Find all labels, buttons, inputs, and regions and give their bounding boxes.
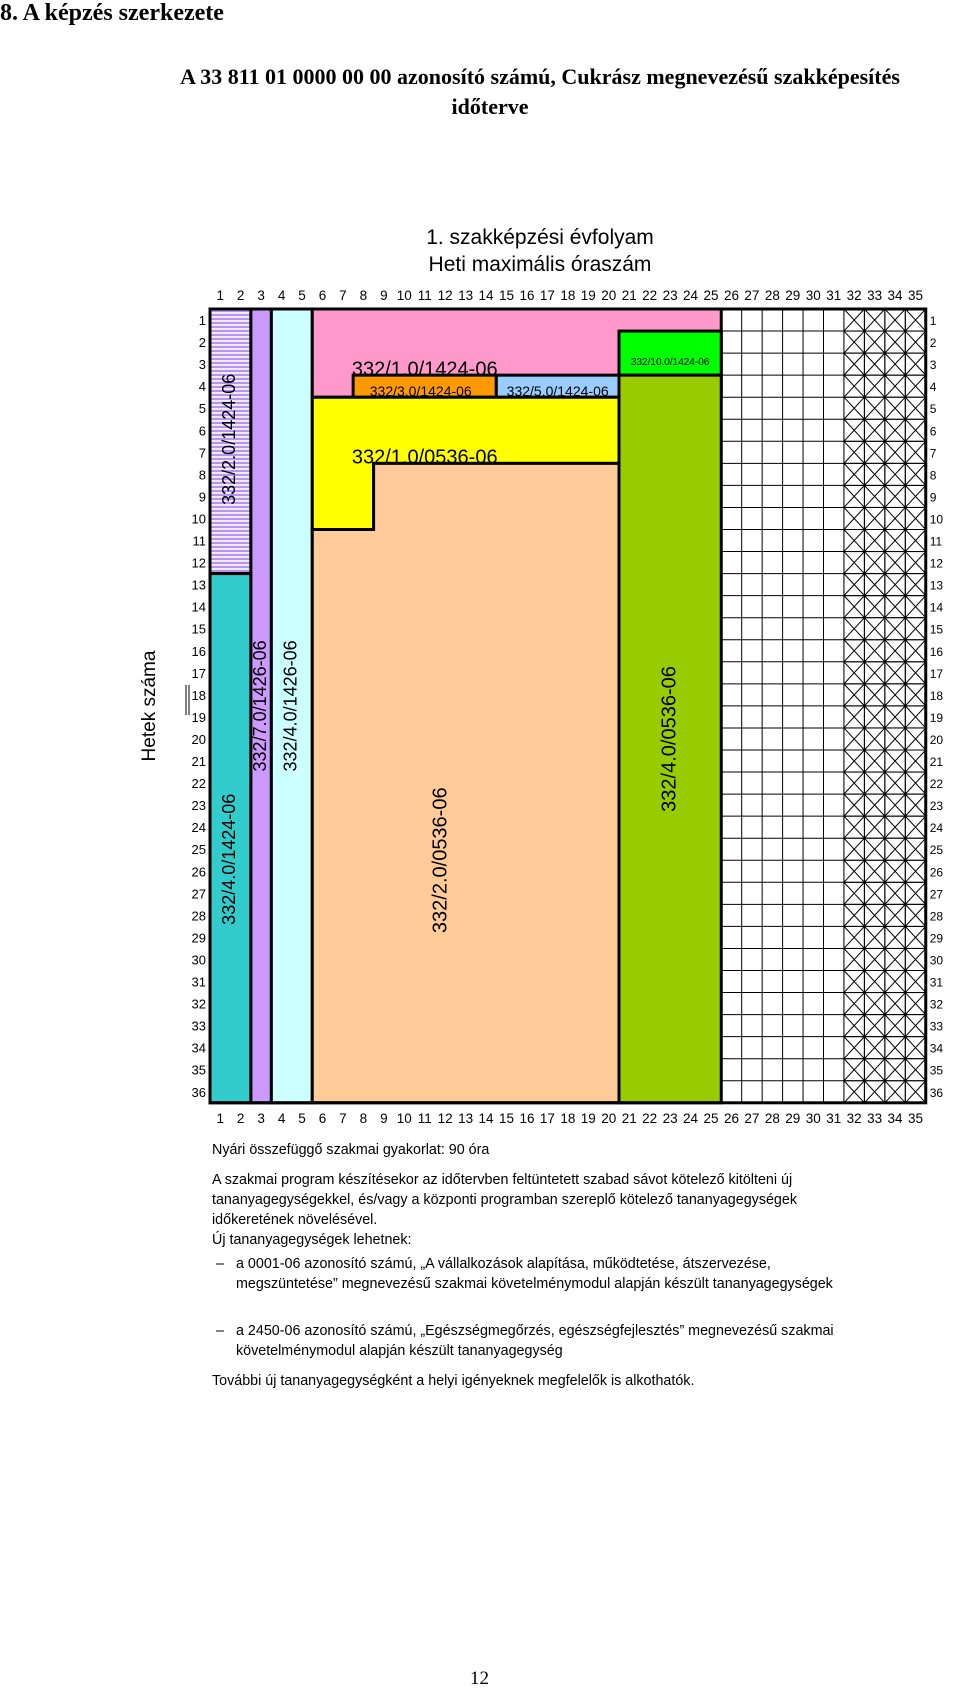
y-tick-label: 25: [191, 842, 206, 858]
x-tick-label: 11: [417, 288, 432, 303]
instructions-line: tananyagegységekkel, és/vagy a központi programban szereplő kötelező tananyagegységek: [212, 1192, 797, 1208]
x-tick-label: 18: [560, 1110, 576, 1126]
list-item-line: a 2450-06 azonosító számú, „Egészségmegőrzés, egészségfejlesztés” megnevezésű szakmai: [236, 1323, 834, 1339]
x-tick-label: 10: [396, 288, 412, 303]
x-tick-label: 29: [785, 288, 801, 303]
x-tick-label: 22: [642, 1110, 658, 1126]
block-label: 332/4.0/1424-06: [219, 793, 240, 925]
y-tick-label: 34: [191, 1040, 206, 1056]
block-label: 332/4.0/0536-06: [658, 666, 681, 812]
y-ticks-right: [930, 314, 944, 1100]
y-tick-label: 18: [191, 687, 206, 703]
y-tick-label: 26: [191, 864, 206, 880]
x-tick-label: 33: [867, 288, 883, 303]
x-tick-label: 21: [621, 1110, 637, 1126]
y-tick-label: 10: [191, 511, 206, 527]
y-tick-label: 19: [929, 710, 944, 725]
dash-bullet: –: [216, 1323, 224, 1339]
y-tick-label: 14: [191, 599, 206, 615]
block-label: 332/2.0/0536-06: [429, 787, 452, 934]
y-tick-label: 1: [929, 314, 937, 329]
x-tick-label: 15: [499, 288, 515, 303]
y-tick-label: 33: [191, 1018, 206, 1034]
x-tick-label: 1: [216, 288, 224, 303]
x-tick-label: 12: [437, 288, 453, 303]
y-tick-label: 2: [198, 335, 206, 351]
y-tick-label: 18: [929, 688, 944, 703]
y-tick-label: 5: [929, 402, 937, 417]
x-tick-label: 27: [744, 288, 760, 303]
x-tick-label: 8: [359, 1110, 368, 1126]
x-tick-label: 9: [380, 288, 388, 303]
x-tick-label: 24: [683, 288, 699, 303]
y-tick-label: 10: [929, 512, 944, 527]
y-tick-label: 30: [191, 952, 206, 968]
x-tick-label: 29: [785, 1110, 801, 1126]
x-tick-label: 3: [257, 1110, 265, 1126]
y-tick-label: 21: [929, 755, 944, 770]
y-tick-label: 29: [929, 931, 944, 946]
x-tick-label: 26: [723, 288, 739, 303]
y-tick-label: 20: [191, 731, 206, 747]
x-tick-label: 9: [380, 1110, 388, 1126]
y-ticks-left: [192, 313, 206, 1100]
summer-practice-note: Nyári összefüggő szakmai gyakorlat: 90 óra: [212, 1142, 490, 1158]
x-tick-label: 17: [539, 288, 555, 303]
x-tick-label: 2: [236, 1110, 245, 1126]
x-tick-label: 33: [867, 1110, 883, 1126]
x-tick-label: 15: [499, 1110, 515, 1126]
x-tick-label: 12: [437, 1110, 453, 1126]
x-ticks-top: [216, 288, 923, 303]
x-tick-label: 14: [478, 1110, 494, 1126]
y-tick-label: 27: [191, 886, 206, 902]
x-tick-label: 16: [519, 1110, 535, 1126]
y-tick-label: 1: [198, 313, 206, 329]
y-tick-label: 23: [191, 798, 206, 814]
x-ticks-bottom: [216, 1111, 923, 1126]
y-tick-label: 36: [191, 1084, 206, 1100]
x-tick-label: 22: [642, 288, 658, 303]
x-tick-label: 23: [662, 288, 678, 303]
y-tick-label: 34: [929, 1041, 944, 1056]
y-tick-label: 13: [191, 577, 206, 593]
excluded-band-crossed: [844, 309, 926, 1103]
x-tick-label: 14: [478, 288, 494, 303]
y-tick-label: 23: [929, 799, 944, 814]
block-label: 332/7.0/1426-06: [249, 640, 270, 772]
section-heading: 8. A képzés szerkezete: [0, 0, 224, 26]
y-tick-label: 22: [929, 777, 944, 792]
x-tick-label: 5: [298, 288, 306, 303]
y-tick-label: 13: [929, 578, 944, 593]
y-tick-label: 4: [198, 379, 206, 395]
x-tick-label: 30: [805, 288, 821, 303]
x-tick-label: 32: [846, 1110, 862, 1126]
y-tick-label: 25: [929, 843, 944, 858]
list-item-line: a 0001-06 azonosító számú, „A vállalkozások alapítása, működtetése, átszervezése,: [236, 1256, 771, 1272]
y-tick-label: 8: [198, 467, 206, 483]
x-tick-label: 19: [580, 288, 596, 303]
x-tick-label: 31: [826, 1110, 842, 1126]
x-tick-label: 7: [339, 288, 347, 303]
y-tick-label: 7: [929, 446, 937, 461]
y-tick-label: 19: [191, 709, 206, 725]
y-tick-label: 9: [929, 490, 937, 505]
new-units-intro: Új tananyagegységek lehetnek:: [212, 1232, 412, 1248]
x-tick-label: 10: [396, 1110, 412, 1126]
x-tick-label: 34: [887, 1110, 903, 1126]
y-tick-label: 24: [191, 820, 206, 836]
y-tick-label: 27: [929, 887, 944, 902]
y-tick-label: 8: [929, 468, 937, 483]
y-tick-label: 12: [929, 556, 944, 571]
page-number: 12: [470, 1668, 489, 1689]
block-label: 332/10.0/1424-06: [630, 356, 710, 368]
y-tick-label: 36: [929, 1085, 944, 1100]
y-tick-label: 35: [191, 1062, 206, 1078]
x-tick-label: 24: [683, 1110, 699, 1126]
y-tick-label: 16: [929, 644, 944, 659]
closing-note: További új tananyagegységként a helyi igényeknek megfelelők is alkothatók.: [212, 1373, 695, 1389]
y-tick-label: 31: [191, 974, 206, 990]
block-332-2-0-0536-06: [312, 463, 619, 1102]
y-tick-label: 31: [929, 975, 944, 990]
y-tick-label: 17: [191, 665, 206, 681]
block-label: 332/3.0/1424-06: [369, 382, 472, 399]
x-tick-label: 28: [764, 1110, 780, 1126]
x-tick-label: 2: [236, 288, 245, 303]
chart-title: 1. szakképzési évfolyam: [426, 226, 654, 249]
x-tick-label: 35: [908, 1110, 924, 1126]
dash-bullet: –: [216, 1256, 224, 1272]
x-tick-label: 27: [744, 1110, 760, 1126]
y-tick-label: 5: [198, 401, 206, 417]
x-tick-label: 11: [417, 1110, 432, 1126]
x-tick-label: 7: [339, 1110, 347, 1126]
list-item: [216, 1321, 834, 1361]
y-tick-label: 7: [198, 445, 206, 461]
x-tick-label: 34: [887, 288, 903, 303]
y-tick-label: 2: [929, 336, 937, 351]
document-title-line2: időterve: [451, 94, 529, 119]
chart-subtitle: Heti maximális óraszám: [428, 253, 652, 276]
block-label: 332/1.0/1424-06: [351, 358, 498, 381]
y-tick-label: 12: [191, 555, 206, 571]
instructions-line: A szakmai program készítésekor az időtervben feltüntetett szabad sávot kötelező kitölteni új: [212, 1172, 793, 1188]
x-tick-label: 20: [601, 1110, 617, 1126]
list-item: [216, 1254, 833, 1294]
x-tick-label: 8: [359, 288, 368, 303]
y-tick-label: 28: [191, 908, 206, 924]
x-tick-label: 25: [703, 288, 719, 303]
y-tick-label: 33: [929, 1019, 944, 1034]
y-tick-label: 22: [191, 776, 206, 792]
y-tick-label: 9: [198, 489, 206, 505]
x-tick-label: 20: [601, 288, 617, 303]
y-tick-label: 28: [929, 909, 944, 924]
x-tick-label: 31: [826, 288, 842, 303]
block-label: 332/4.0/1426-06: [280, 640, 301, 772]
x-tick-label: 17: [539, 1110, 555, 1126]
x-tick-label: 13: [458, 288, 474, 303]
x-tick-label: 16: [519, 288, 535, 303]
x-tick-label: 23: [662, 1110, 678, 1126]
list-item-line: követelménymodul alapján készült tananyagegység: [236, 1343, 563, 1359]
block-label: 332/1.0/0536-06: [351, 446, 498, 469]
y-tick-label: 24: [929, 821, 944, 836]
free-band-grid: [721, 309, 844, 1103]
y-tick-label: 30: [929, 953, 944, 968]
x-tick-label: 26: [723, 1110, 739, 1126]
free-band-instructions: [212, 1170, 797, 1250]
x-tick-label: 3: [257, 288, 265, 303]
y-tick-label: 14: [929, 600, 944, 615]
x-tick-label: 32: [846, 288, 862, 303]
y-tick-label: 15: [929, 622, 944, 637]
x-tick-label: 18: [560, 288, 576, 303]
list-item-line: megszüntetése” megnevezésű szakmai követelménymodul alapján készült tananyagegységek: [236, 1276, 833, 1292]
y-tick-label: 3: [198, 357, 206, 373]
block-label: 332/2.0/1424-06: [219, 373, 240, 505]
x-tick-label: 6: [318, 1110, 327, 1126]
y-tick-label: 4: [929, 380, 937, 395]
y-tick-label: 20: [929, 732, 944, 747]
y-tick-label: 21: [191, 754, 206, 770]
x-tick-label: 21: [621, 288, 637, 303]
x-tick-label: 4: [277, 288, 286, 303]
y-tick-label: 6: [929, 424, 937, 439]
x-tick-label: 5: [298, 1110, 306, 1126]
block-332-10-0-1424-06: [619, 331, 721, 375]
y-tick-label: 26: [929, 865, 944, 880]
x-tick-label: 35: [908, 288, 924, 303]
y-tick-label: 11: [929, 534, 943, 549]
x-tick-label: 25: [703, 1110, 719, 1126]
x-tick-label: 28: [764, 288, 780, 303]
document-title-line1: A 33 811 01 0000 00 00 azonosító számú, Cukrász megnevezésű szakképesítés: [180, 64, 900, 89]
block-label: 332/5.0/1424-06: [506, 382, 609, 399]
x-tick-label: 19: [580, 1110, 596, 1126]
y-tick-label: 6: [198, 423, 206, 439]
y-tick-label: 35: [929, 1063, 944, 1078]
y-tick-label: 11: [192, 533, 206, 549]
y-tick-label: 16: [191, 643, 206, 659]
x-tick-label: 4: [277, 1110, 286, 1126]
x-tick-label: 30: [805, 1110, 821, 1126]
x-tick-label: 1: [216, 1110, 224, 1126]
y-tick-label: 32: [191, 996, 206, 1012]
x-tick-label: 13: [458, 1110, 474, 1126]
y-tick-label: 15: [191, 621, 206, 637]
y-tick-label: 3: [929, 358, 937, 373]
instructions-line: időkeretének növelésével.: [212, 1212, 378, 1228]
x-tick-label: 6: [318, 288, 327, 303]
y-tick-label: 29: [191, 930, 206, 946]
y-axis-label: Hetek száma: [139, 650, 160, 762]
y-tick-label: 32: [929, 997, 944, 1012]
y-tick-label: 17: [929, 666, 944, 681]
